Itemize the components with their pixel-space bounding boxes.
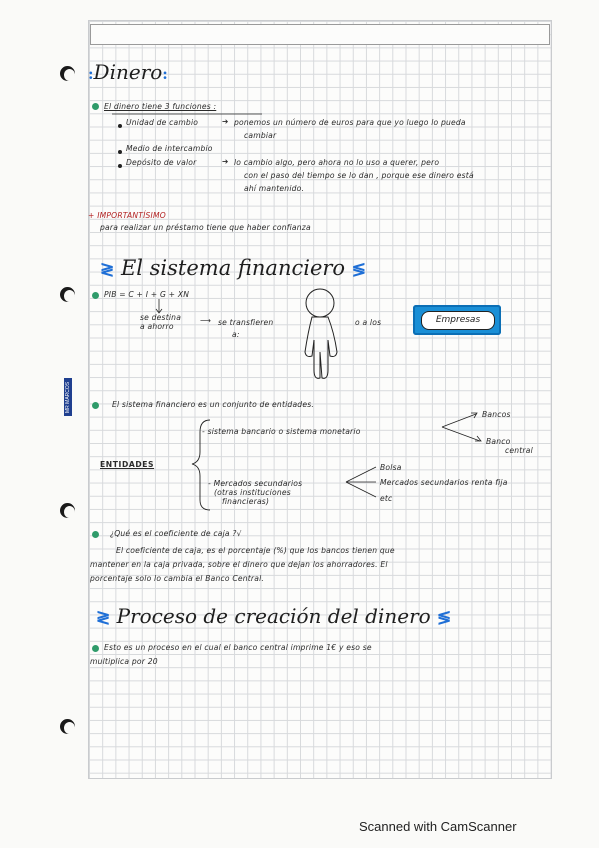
scanner-watermark: Scanned with CamScanner: [359, 819, 517, 834]
item-deposito-label: Depósito de valor: [126, 158, 197, 167]
arrow-icon: ➔: [222, 157, 229, 166]
section-title-proceso: ≷ Proceso de creación del dinero ≶: [96, 604, 452, 628]
arrow-icon: ➔: [222, 117, 229, 126]
transfer-2: a:: [232, 330, 240, 339]
item-deposito-desc-2: con el paso del tiempo se lo dan , porque ese dinero está: [244, 171, 474, 180]
branch-mercados-3: financieras): [222, 497, 270, 506]
arrow-icon: ⟶: [200, 316, 212, 325]
banco-central-2: central: [505, 446, 533, 455]
item-deposito-desc-3: ahí mantenido.: [244, 184, 305, 193]
dinero-intro: El dinero tiene 3 funciones :: [104, 102, 217, 111]
branch-mercados-1: - Mercados secundarios: [208, 479, 303, 488]
item-deposito-desc-1: lo cambio algo, pero ahora no lo uso a querer, pero: [234, 158, 440, 167]
transfer-1: se transfieren: [218, 318, 274, 327]
section-title-sistema: ≷ El sistema financiero ≶: [100, 256, 367, 280]
person-drawing: [305, 289, 337, 378]
pib-sub-2: a ahorro: [140, 322, 174, 331]
coef-answer-2: mantener en la caja privada, sobre el dinero que dejan los ahorradores. El: [90, 560, 388, 569]
important-title: + IMPORTANTÍSIMO: [88, 211, 166, 220]
bancos-label: Bancos: [482, 410, 511, 419]
sistema-definition: El sistema financiero es un conjunto de entidades.: [112, 400, 314, 409]
coef-answer-1: El coeficiente de caja, es el porcentaje (%) que los bancos tienen que: [116, 546, 395, 555]
item-medio-label: Medio de intercambio: [126, 144, 213, 153]
coef-question: ¿Qué es el coeficiente de caja ?√: [110, 529, 242, 538]
item-unidad-desc-2: cambiar: [244, 131, 277, 140]
mercados-renta-label: Mercados secundarios renta fija: [380, 478, 508, 487]
item-unidad-label: Unidad de cambio: [126, 118, 199, 127]
or-text: o a los: [355, 318, 382, 327]
bolsa-label: Bolsa: [380, 463, 402, 472]
important-text: para realizar un préstamo tiene que haber confianza: [100, 223, 311, 232]
banco-central-1: Banco: [486, 437, 511, 446]
proceso-text-2: multiplica por 20: [90, 657, 158, 666]
coef-answer-3: porcentaje solo lo cambia el Banco Central.: [90, 574, 265, 583]
entidades-label: ENTIDADES: [100, 460, 155, 469]
proceso-text-1: Esto es un proceso en el cual el banco central imprime 1€ y eso se: [104, 643, 372, 652]
pib-sub-1: se destina: [140, 313, 182, 322]
etc-label: etc: [380, 494, 393, 503]
empresas-label: Empresas: [421, 311, 495, 330]
item-unidad-desc-1: ponemos un número de euros para que yo luego lo pueda: [234, 118, 466, 127]
branch-mercados-2: (otras instituciones: [214, 488, 291, 497]
pib-formula: PIB = C + I + G + XN: [104, 290, 190, 299]
section-title-dinero: :Dinero:: [88, 60, 168, 84]
branch-bancario: - sistema bancario o sistema monetario: [202, 427, 361, 436]
brand-tag: MR MARCOS: [64, 378, 72, 416]
